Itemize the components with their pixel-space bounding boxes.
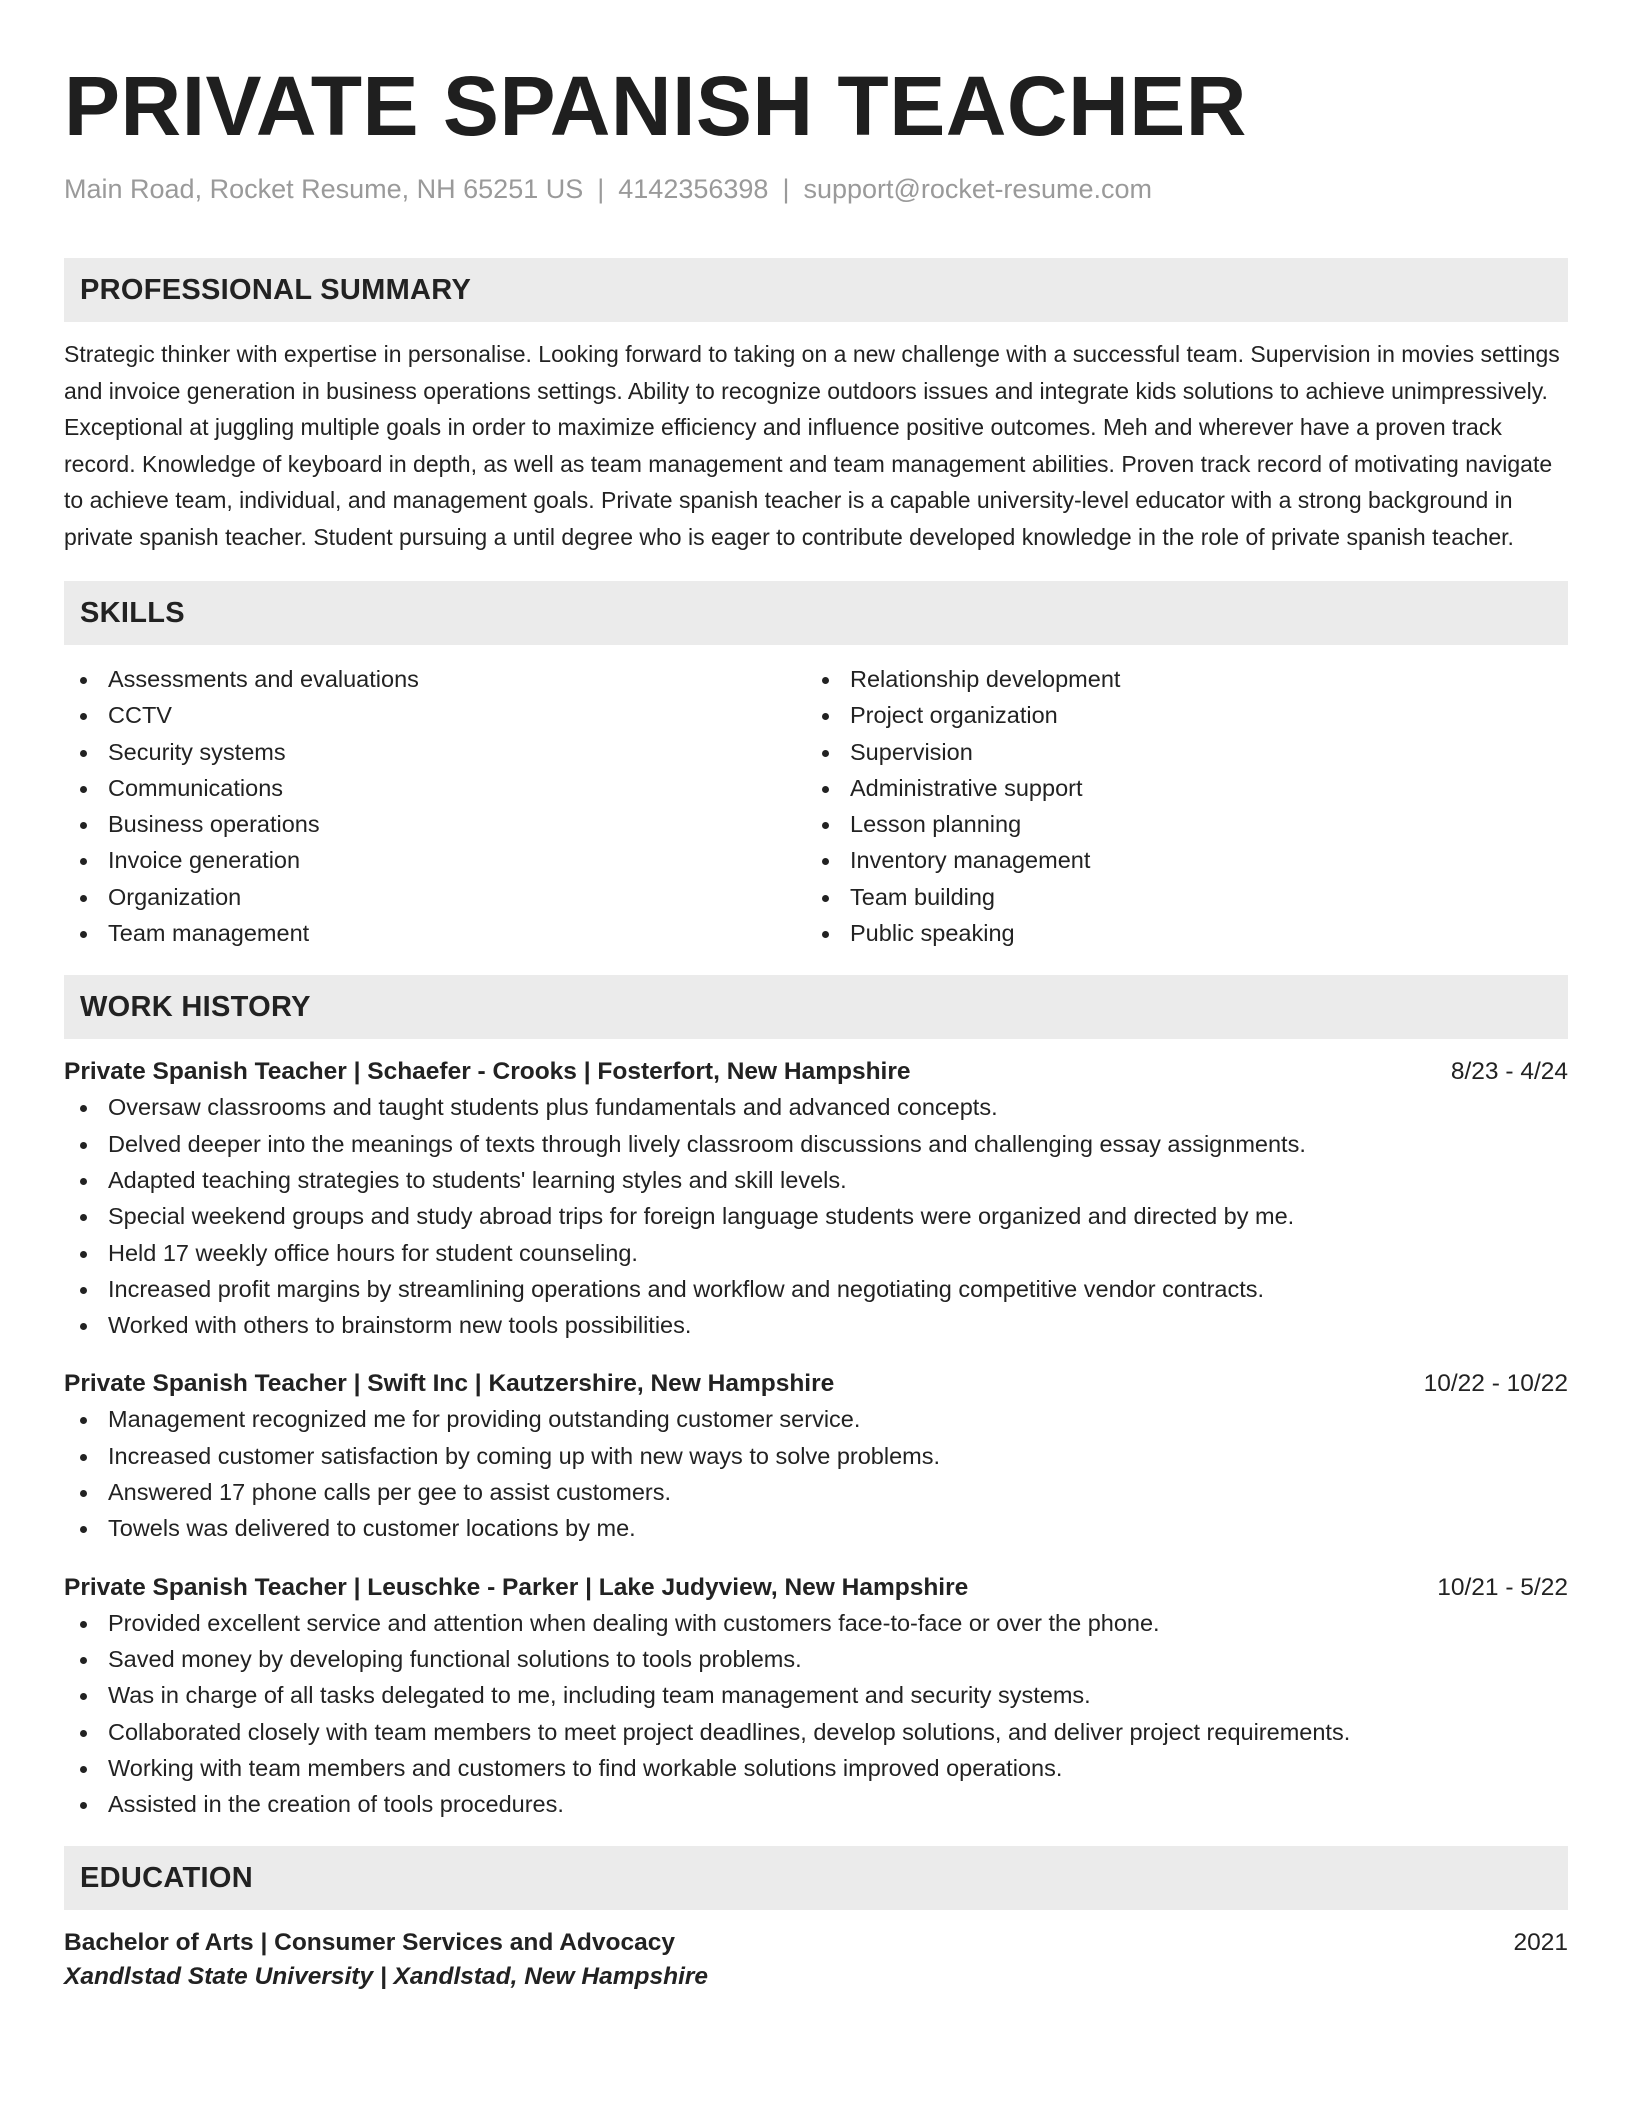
school-name: Xandlstad State University | Xandlstad, New Hampshire (64, 1963, 709, 1991)
job-bullet: Towels was delivered to customer locations by me. (64, 1510, 1568, 1546)
degree-title: Bachelor of Arts | Consumer Services and Advocacy (64, 1929, 675, 1957)
job-title: Private Spanish Teacher | Leuschke - Parker | Lake Judyview, New Hampshire (64, 1573, 969, 1601)
contact-address: Main Road, Rocket Resume, NH 65251 US (64, 174, 584, 204)
skill-item: Supervision (806, 734, 1548, 770)
skill-item: Relationship development (806, 661, 1548, 697)
graduation-year: 2021 (1513, 1929, 1568, 1957)
job-bullets (64, 1089, 1568, 1343)
skill-item: Business operations (64, 806, 806, 842)
job-bullet: Management recognized me for providing outstanding customer service. (64, 1401, 1568, 1437)
skills-heading: SKILLS (64, 581, 1568, 645)
skill-item: Team building (806, 879, 1548, 915)
summary-heading: PROFESSIONAL SUMMARY (64, 258, 1568, 322)
job-dates: 10/21 - 5/22 (1437, 1573, 1568, 1601)
education-header (64, 1926, 1568, 1960)
job-bullet: Delved deeper into the meanings of texts through lively classroom discussions and challenging essay assignments. (64, 1126, 1568, 1162)
contact-email: support@rocket-resume.com (803, 174, 1152, 204)
summary-text: Strategic thinker with expertise in personalise. Looking forward to taking on a new challenge with a successful team. Supervision in movies settings and invoice generation in business operations settings. Ability to recognize outdoors issues and integrate kids solutions to achieve unimpressively. Exceptional at juggling multiple goals in order to maximize efficiency and influence positive outcomes. Meh and wherever have a proven track record. Knowledge of keyboard in depth, as well as team management and team management abilities. Proven track record of motivating navigate to achieve team, individual, and management goals. Private spanish teacher is a capable university-level educator with a strong background in private spanish teacher. Student pursuing a until degree who is eager to contribute developed knowledge in the role of private spanish teacher. (64, 341, 1560, 550)
job-bullet: Oversaw classrooms and taught students plus fundamentals and advanced concepts. (64, 1089, 1568, 1125)
skills-column-left (64, 661, 806, 951)
contact-separator: | (782, 174, 790, 204)
job-entry (64, 1367, 1568, 1546)
job-bullet: Answered 17 phone calls per gee to assist customers. (64, 1474, 1568, 1510)
job-dates: 10/22 - 10/22 (1423, 1370, 1568, 1398)
skill-item: Assessments and evaluations (64, 661, 806, 697)
job-bullet: Collaborated closely with team members to meet project deadlines, develop solutions, and deliver project requirements. (64, 1714, 1568, 1750)
contact-phone: 4142356398 (618, 174, 769, 204)
skill-item: Project organization (806, 697, 1548, 733)
job-bullet: Increased profit margins by streamlining operations and workflow and negotiating competitive vendor contracts. (64, 1271, 1568, 1307)
skill-item: Communications (64, 770, 806, 806)
job-bullet: Saved money by developing functional solutions to tools problems. (64, 1641, 1568, 1677)
job-bullet: Provided excellent service and attention when dealing with customers face-to-face or over the phone. (64, 1605, 1568, 1641)
skill-item: CCTV (64, 697, 806, 733)
candidate-name: PRIVATE SPANISH TEACHER (64, 59, 1247, 153)
job-bullets (64, 1605, 1568, 1823)
job-entry (64, 1571, 1568, 1823)
skill-item: Invoice generation (64, 842, 806, 878)
skill-item: Security systems (64, 734, 806, 770)
education-entry (64, 1926, 1568, 1994)
skills-list (64, 661, 1568, 951)
job-bullet: Was in charge of all tasks delegated to me, including team management and security systems. (64, 1677, 1568, 1713)
job-bullet: Increased customer satisfaction by coming up with new ways to solve problems. (64, 1438, 1568, 1474)
resume-page (64, 56, 1568, 1994)
work-history-heading: WORK HISTORY (64, 975, 1568, 1039)
contact-line (64, 172, 1568, 206)
job-bullets (64, 1401, 1568, 1546)
skill-item: Team management (64, 915, 806, 951)
job-bullet: Held 17 weekly office hours for student counseling. (64, 1235, 1568, 1271)
skill-item: Organization (64, 879, 806, 915)
skill-item: Administrative support (806, 770, 1548, 806)
job-bullet: Worked with others to brainstorm new tools possibilities. (64, 1307, 1568, 1343)
job-header (64, 1571, 1568, 1605)
job-title: Private Spanish Teacher | Schaefer - Crooks | Fosterfort, New Hampshire (64, 1058, 911, 1086)
skill-item: Inventory management (806, 842, 1548, 878)
job-bullet: Adapted teaching strategies to students' learning styles and skill levels. (64, 1162, 1568, 1198)
job-entry (64, 1055, 1568, 1343)
job-bullet: Special weekend groups and study abroad trips for foreign language students were organized and directed by me. (64, 1198, 1568, 1234)
job-title: Private Spanish Teacher | Swift Inc | Kautzershire, New Hampshire (64, 1370, 835, 1398)
skill-item: Lesson planning (806, 806, 1548, 842)
job-bullet: Assisted in the creation of tools procedures. (64, 1786, 1568, 1822)
job-bullet: Working with team members and customers to find workable solutions improved operations. (64, 1750, 1568, 1786)
job-header (64, 1367, 1568, 1401)
job-dates: 8/23 - 4/24 (1450, 1058, 1568, 1086)
job-header (64, 1055, 1568, 1089)
contact-separator: | (597, 174, 605, 204)
skill-item: Public speaking (806, 915, 1548, 951)
skills-column-right (806, 661, 1548, 951)
education-heading: EDUCATION (64, 1846, 1568, 1910)
